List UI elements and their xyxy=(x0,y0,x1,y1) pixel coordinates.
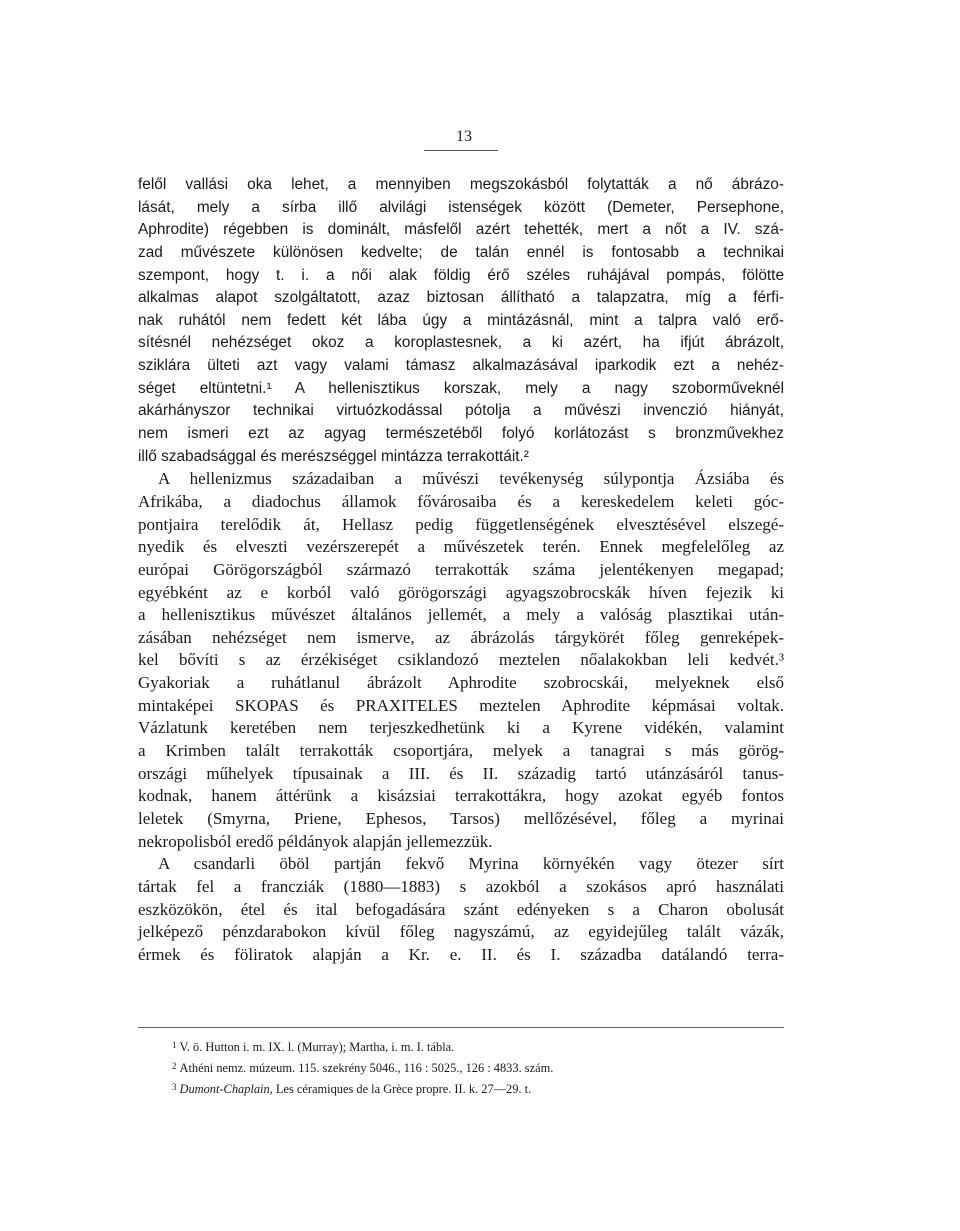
text-line: mintaképei SKOPAS és PRAXITELES meztelen Aphrodite képmásai voltak. xyxy=(138,695,784,715)
footnote-1 xyxy=(172,1036,772,1057)
text-line: Vázlatunk keretében nem terjeszkedhetünk ki a Kyrene vidékén, valamint xyxy=(138,718,784,738)
text-line: leletek (Smyrna, Priene, Ephesos, Tarsos) mellőzésével, főleg a myrinai xyxy=(138,808,784,828)
text-line: érmek és föliratok alapján a Kr. e. II. és I. századba datálandó terra- xyxy=(138,944,784,964)
footnote-3 xyxy=(172,1078,772,1099)
text-line: Afrikába, a diadochus államok fővárosaiba és a kereskedelem keleti góc- xyxy=(138,491,784,511)
text-line: nyedik és elveszti vezérszerepét a művészetek terén. Ennek megfelelőleg az xyxy=(138,537,784,557)
text-line: kel bővíti s az érzékiséget csiklandozó meztelen nőalakokban leli kedvét.³ xyxy=(138,650,784,670)
text-line: egyébként az e korból való görögországi agyagszobrocskák híven fejezik ki xyxy=(138,582,784,602)
footnote-number: 2 xyxy=(172,1061,177,1071)
text-line: akárhányszor technikai virtuózkodással pótolja a művészi invenczió hiányát, xyxy=(138,402,784,420)
text-line: sziklára ülteti azt vagy valami támasz alkalmazásával iparkodik ezt a nehéz- xyxy=(138,357,784,375)
text-line: nem ismeri ezt az agyag természetéből folyó korlátozást s bronzművekhez xyxy=(138,425,784,443)
text-line: sítésnél nehézséget okoz a koroplastesnek, a ki azért, ha ifjút ábrázolt, xyxy=(138,334,784,352)
text-line: a Krimben talált terrakották csoportjára, melyek a tanagrai s más görög- xyxy=(138,741,784,761)
text-line: európai Görögországból származó terrakották száma jelentékenyen megapad; xyxy=(138,559,784,579)
text-line: a hellenisztikus művészet általános jellemét, a mely a valóság plasztikai után- xyxy=(138,605,784,625)
footnote-rule xyxy=(138,1027,784,1028)
footnote-text: Athéni nemz. múzeum. 115. szekrény 5046., 116 : 5025., 126 : 4833. szám. xyxy=(179,1061,554,1075)
paragraph-1 xyxy=(138,174,784,468)
text-line: illő szabadsággal és merészséggel mintázza terrakottáit.² xyxy=(138,447,529,465)
text-line: Gyakoriak a ruhátlanul ábrázolt Aphrodite szobrocskái, melyeknek első xyxy=(138,673,784,693)
footnote-number: 1 xyxy=(172,1040,177,1050)
text-line: lását, mely a sírba illő alvilági istenségek között (Demeter, Persephone, xyxy=(138,198,784,216)
footnotes xyxy=(172,1036,772,1099)
footnote-text: Les céramiques de la Grèce propre. II. k. 27—29. t. xyxy=(275,1082,532,1096)
page-number: 13 xyxy=(456,128,472,145)
text-line: eszközökön, étel és ital befogadására szánt edényeken s a Charon obolusát xyxy=(138,899,784,919)
footnote-number: 3 xyxy=(172,1082,177,1092)
text-line: jelképező pénzdarabokon kívül főleg nagyszámú, az egyidejűleg talált vázák, xyxy=(138,922,784,942)
text-line: A csandarli öböl partján fekvő Myrina környékén vagy ötezer sírt xyxy=(158,854,784,874)
footnote-author: Dumont-Chaplain, xyxy=(179,1082,273,1096)
page-number-rule xyxy=(424,150,498,151)
text-line: felől vallási oka lehet, a mennyiben megszokásból folytatták a nő ábrázo- xyxy=(138,176,784,193)
text-line: szempont, hogy t. i. a női alak földig érő széles ruhájával pompás, fölötte xyxy=(138,266,784,284)
text-line: A hellenizmus századaiban a művészi tevékenység súlypontja Ázsiába és xyxy=(158,469,784,489)
paragraph-3 xyxy=(138,853,784,966)
text-line: tártak fel a francziák (1880—1883) s azokból a szokásos apró használati xyxy=(138,876,784,896)
text-line: séget eltüntetni.¹ A hellenisztikus korszak, mely a nagy szoborműveknél xyxy=(138,379,784,397)
text-line: kodnak, hanem áttérünk a kisázsiai terrakottákra, hogy azokat egyéb fontos xyxy=(138,786,784,806)
text-line: nekropolisból eredő példányok alapján jellemezzük. xyxy=(138,831,493,851)
text-line: Aphrodite) régebben is dominált, másfelől azért tehették, mert a nőt a IV. szá- xyxy=(138,221,784,239)
footnote-text: V. ö. Hutton i. m. IX. l. (Murray); Martha, i. m. I. tábla. xyxy=(179,1040,455,1054)
body-text xyxy=(138,174,784,966)
footnote-2 xyxy=(172,1057,772,1078)
text-line: alkalmas alapot szolgáltatott, azaz biztosan állítható a talapzatra, míg a férfi- xyxy=(138,289,784,307)
text-line: zásában nehézséget nem ismerve, az ábrázolás tárgykörét főleg genreképek- xyxy=(138,627,784,647)
text-line: zad művészete különösen kedvelte; de talán ennél is fontosabb a technikai xyxy=(138,243,784,261)
text-line: pontjaira terelődik át, Hellasz pedig függetlenségének elvesztésével elszegé- xyxy=(138,514,784,534)
text-line: nak ruhától nem fedett két lába úgy a mintázásnál, mint a talpra való erő- xyxy=(138,311,784,329)
text-line: országi műhelyek típusainak a III. és II. századig tartó utánzásáról tanus- xyxy=(138,763,784,783)
paragraph-2 xyxy=(138,468,784,853)
